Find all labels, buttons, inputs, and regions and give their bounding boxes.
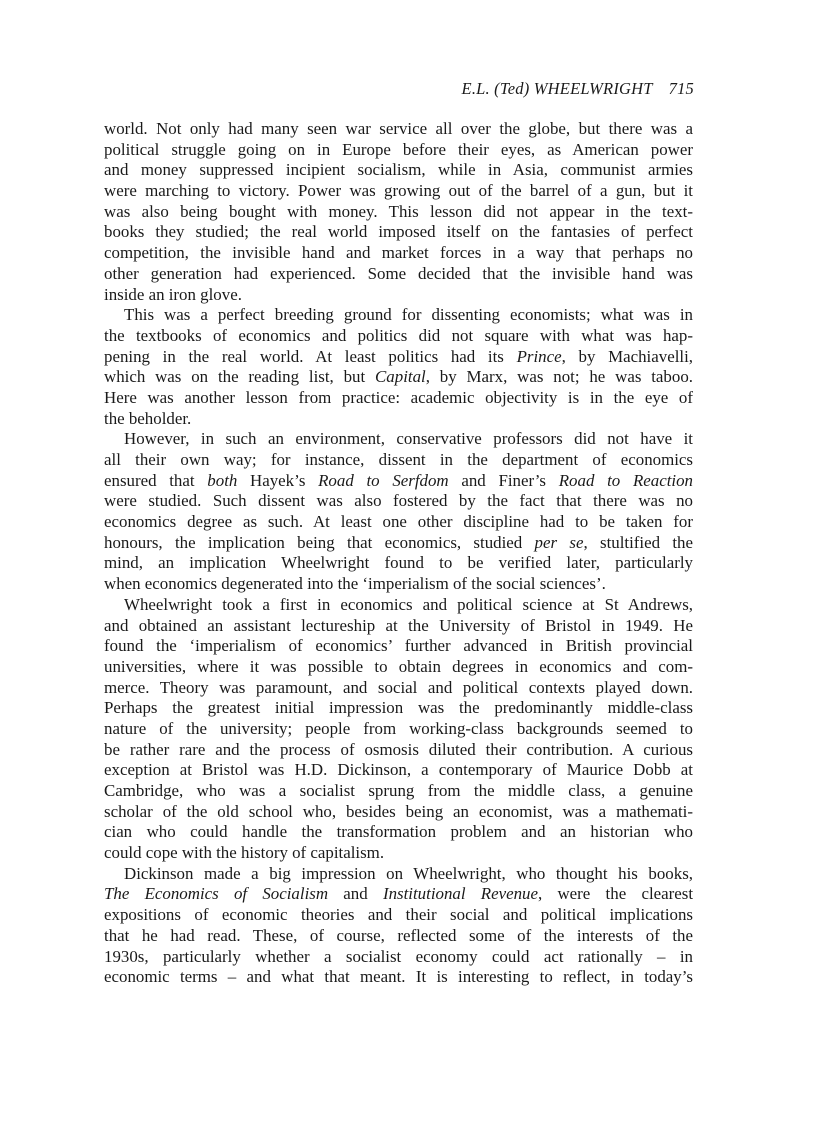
text-line [104,347,693,368]
text-line [104,181,693,202]
text-run: , by Machiavelli, [561,346,693,366]
text-line [104,222,693,243]
italic-title: Road to Serfdom [318,470,449,490]
text-run: which was on the reading list, but [104,367,376,387]
text-run: and obtained an assistant lectureship at the University of Bristol in 1949. He [104,615,693,635]
paragraph [104,119,693,305]
text-run: This was a perfect breeding ground for dissenting economists; what was in [124,305,693,325]
paragraph [104,595,693,864]
paragraph [104,864,693,988]
text-line [104,698,693,719]
text-line [104,326,693,347]
text-run: found the ‘imperialism of economics’ further advanced in British provincial [104,636,693,656]
italic-title: per se [534,532,584,552]
text-line [104,160,693,181]
text-line [104,843,693,864]
text-line [104,947,693,968]
text-line [104,760,693,781]
text-line [104,616,693,637]
text-run: Perhaps the greatest initial impression was the predominantly middle-class [104,698,693,718]
text-line [104,553,693,574]
text-run: 1930s, particularly whether a socialist economy could act rationally – in [104,946,693,966]
text-line [104,802,693,823]
paragraph [104,429,693,595]
text-run: , were the clearest [538,884,694,904]
text-line [104,429,693,450]
text-line [104,905,693,926]
body-text [104,119,693,988]
text-run: economics degree as such. At least one other discipline had to be taken for [104,512,693,532]
text-line [104,491,693,512]
text-run: However, in such an environment, conservative professors did not have it [124,429,693,449]
text-line [104,967,693,988]
text-run: inside an iron glove. [104,284,242,304]
text-run: competition, the invisible hand and market forces in a way that perhaps no [104,243,693,263]
text-run: was also being bought with money. This lesson did not appear in the text- [104,201,693,221]
text-run: Dickinson made a big impression on Wheelwright, who thought his books, [124,863,693,883]
text-run: political struggle going on in Europe before their eyes, as American power [104,139,693,159]
text-run: Wheelwright took a first in economics and political science at St Andrews, [124,594,693,614]
text-line [104,926,693,947]
text-line [104,822,693,843]
text-run: Cambridge, who was a socialist sprung from the middle class, a genuine [104,781,693,800]
text-run: that he had read. These, of course, reflected some of the interests of the [104,925,693,945]
italic-title: Capital [375,367,426,387]
text-run: honours, the implication being that economics, studied [104,532,535,552]
text-run: merce. Theory was paramount, and social and political contexts played down. [104,677,693,697]
text-run: scholar of the old school who, besides being an economist, was a mathemati- [104,801,693,821]
text-line [104,533,693,554]
text-run: other generation had experienced. Some decided that the invisible hand was [104,263,693,283]
text-run: nature of the university; people from working-class backgrounds seemed to [104,718,693,738]
italic-title: Prince [516,346,562,366]
italic-title: The Economics of Socialism [104,884,329,904]
paragraph [104,305,693,429]
text-line [104,409,693,430]
text-run: world. Not only had many seen war service all over the globe, but there was a [104,119,693,138]
text-line [104,450,693,471]
text-line [104,781,693,802]
page-number: 715 [668,79,694,98]
text-run: and money suppressed incipient socialism, while in Asia, communist armies [104,160,693,180]
text-run: economic terms – and what that meant. It is interesting to reflect, in today’s [104,967,693,987]
text-run: could cope with the history of capitalism. [104,843,385,863]
italic-title: Institutional Revenue [382,884,538,904]
text-run: the textbooks of economics and politics did not square with what was hap- [104,325,693,345]
text-line [104,140,693,161]
text-line [104,305,693,326]
text-run: ensured that [104,470,208,490]
text-line [104,595,693,616]
text-line [104,740,693,761]
text-run: exception at Bristol was H.D. Dickinson, a contemporary of Maurice Dobb at [104,760,693,780]
italic-title: both [207,470,238,490]
running-title: E.L. (Ted) WHEELWRIGHT [461,79,653,98]
text-line [104,388,693,409]
text-run: , by Marx, was not; he was taboo. [425,367,693,387]
text-line [104,202,693,223]
running-header [462,79,694,99]
text-line [104,243,693,264]
text-run: and [328,884,383,904]
text-run: were marching to victory. Power was growing out of the barrel of a gun, but it [104,181,693,201]
text-line [104,285,693,306]
text-run: books they studied; the real world imposed itself on the fantasies of perfect [104,222,693,242]
text-line [104,471,693,492]
italic-title: Road to Reaction [558,470,693,490]
text-line [104,574,693,595]
text-line [104,678,693,699]
text-run: pening in the real world. At least politics had its [104,346,517,366]
text-run: be rather rare and the process of osmosis diluted their contribution. A curious [104,739,693,759]
text-run: and Finer’s [448,470,559,490]
text-line [104,657,693,678]
text-line [104,864,693,885]
text-run: the beholder. [104,408,192,428]
text-line [104,719,693,740]
text-run: Here was another lesson from practice: academic objectivity is in the eye of [104,387,693,407]
text-line [104,512,693,533]
text-run: when economics degenerated into the ‘imperialism of the social sciences’. [104,574,606,594]
text-run: cian who could handle the transformation problem and an historian who [104,822,693,842]
text-line [104,367,693,388]
text-line [104,884,693,905]
text-run: universities, where it was possible to obtain degrees in economics and com- [104,656,693,676]
text-run: , stultified the [583,532,693,552]
text-run: expositions of economic theories and their social and political implications [104,905,693,925]
text-run: Hayek’s [237,470,319,490]
text-line [104,264,693,285]
text-line [104,119,693,140]
text-line [104,636,693,657]
text-run: all their own way; for instance, dissent in the department of economics [104,450,693,469]
text-run: mind, an implication Wheelwright found to be verified later, particularly [104,553,693,573]
text-run: were studied. Such dissent was also fostered by the fact that there was no [104,491,693,511]
